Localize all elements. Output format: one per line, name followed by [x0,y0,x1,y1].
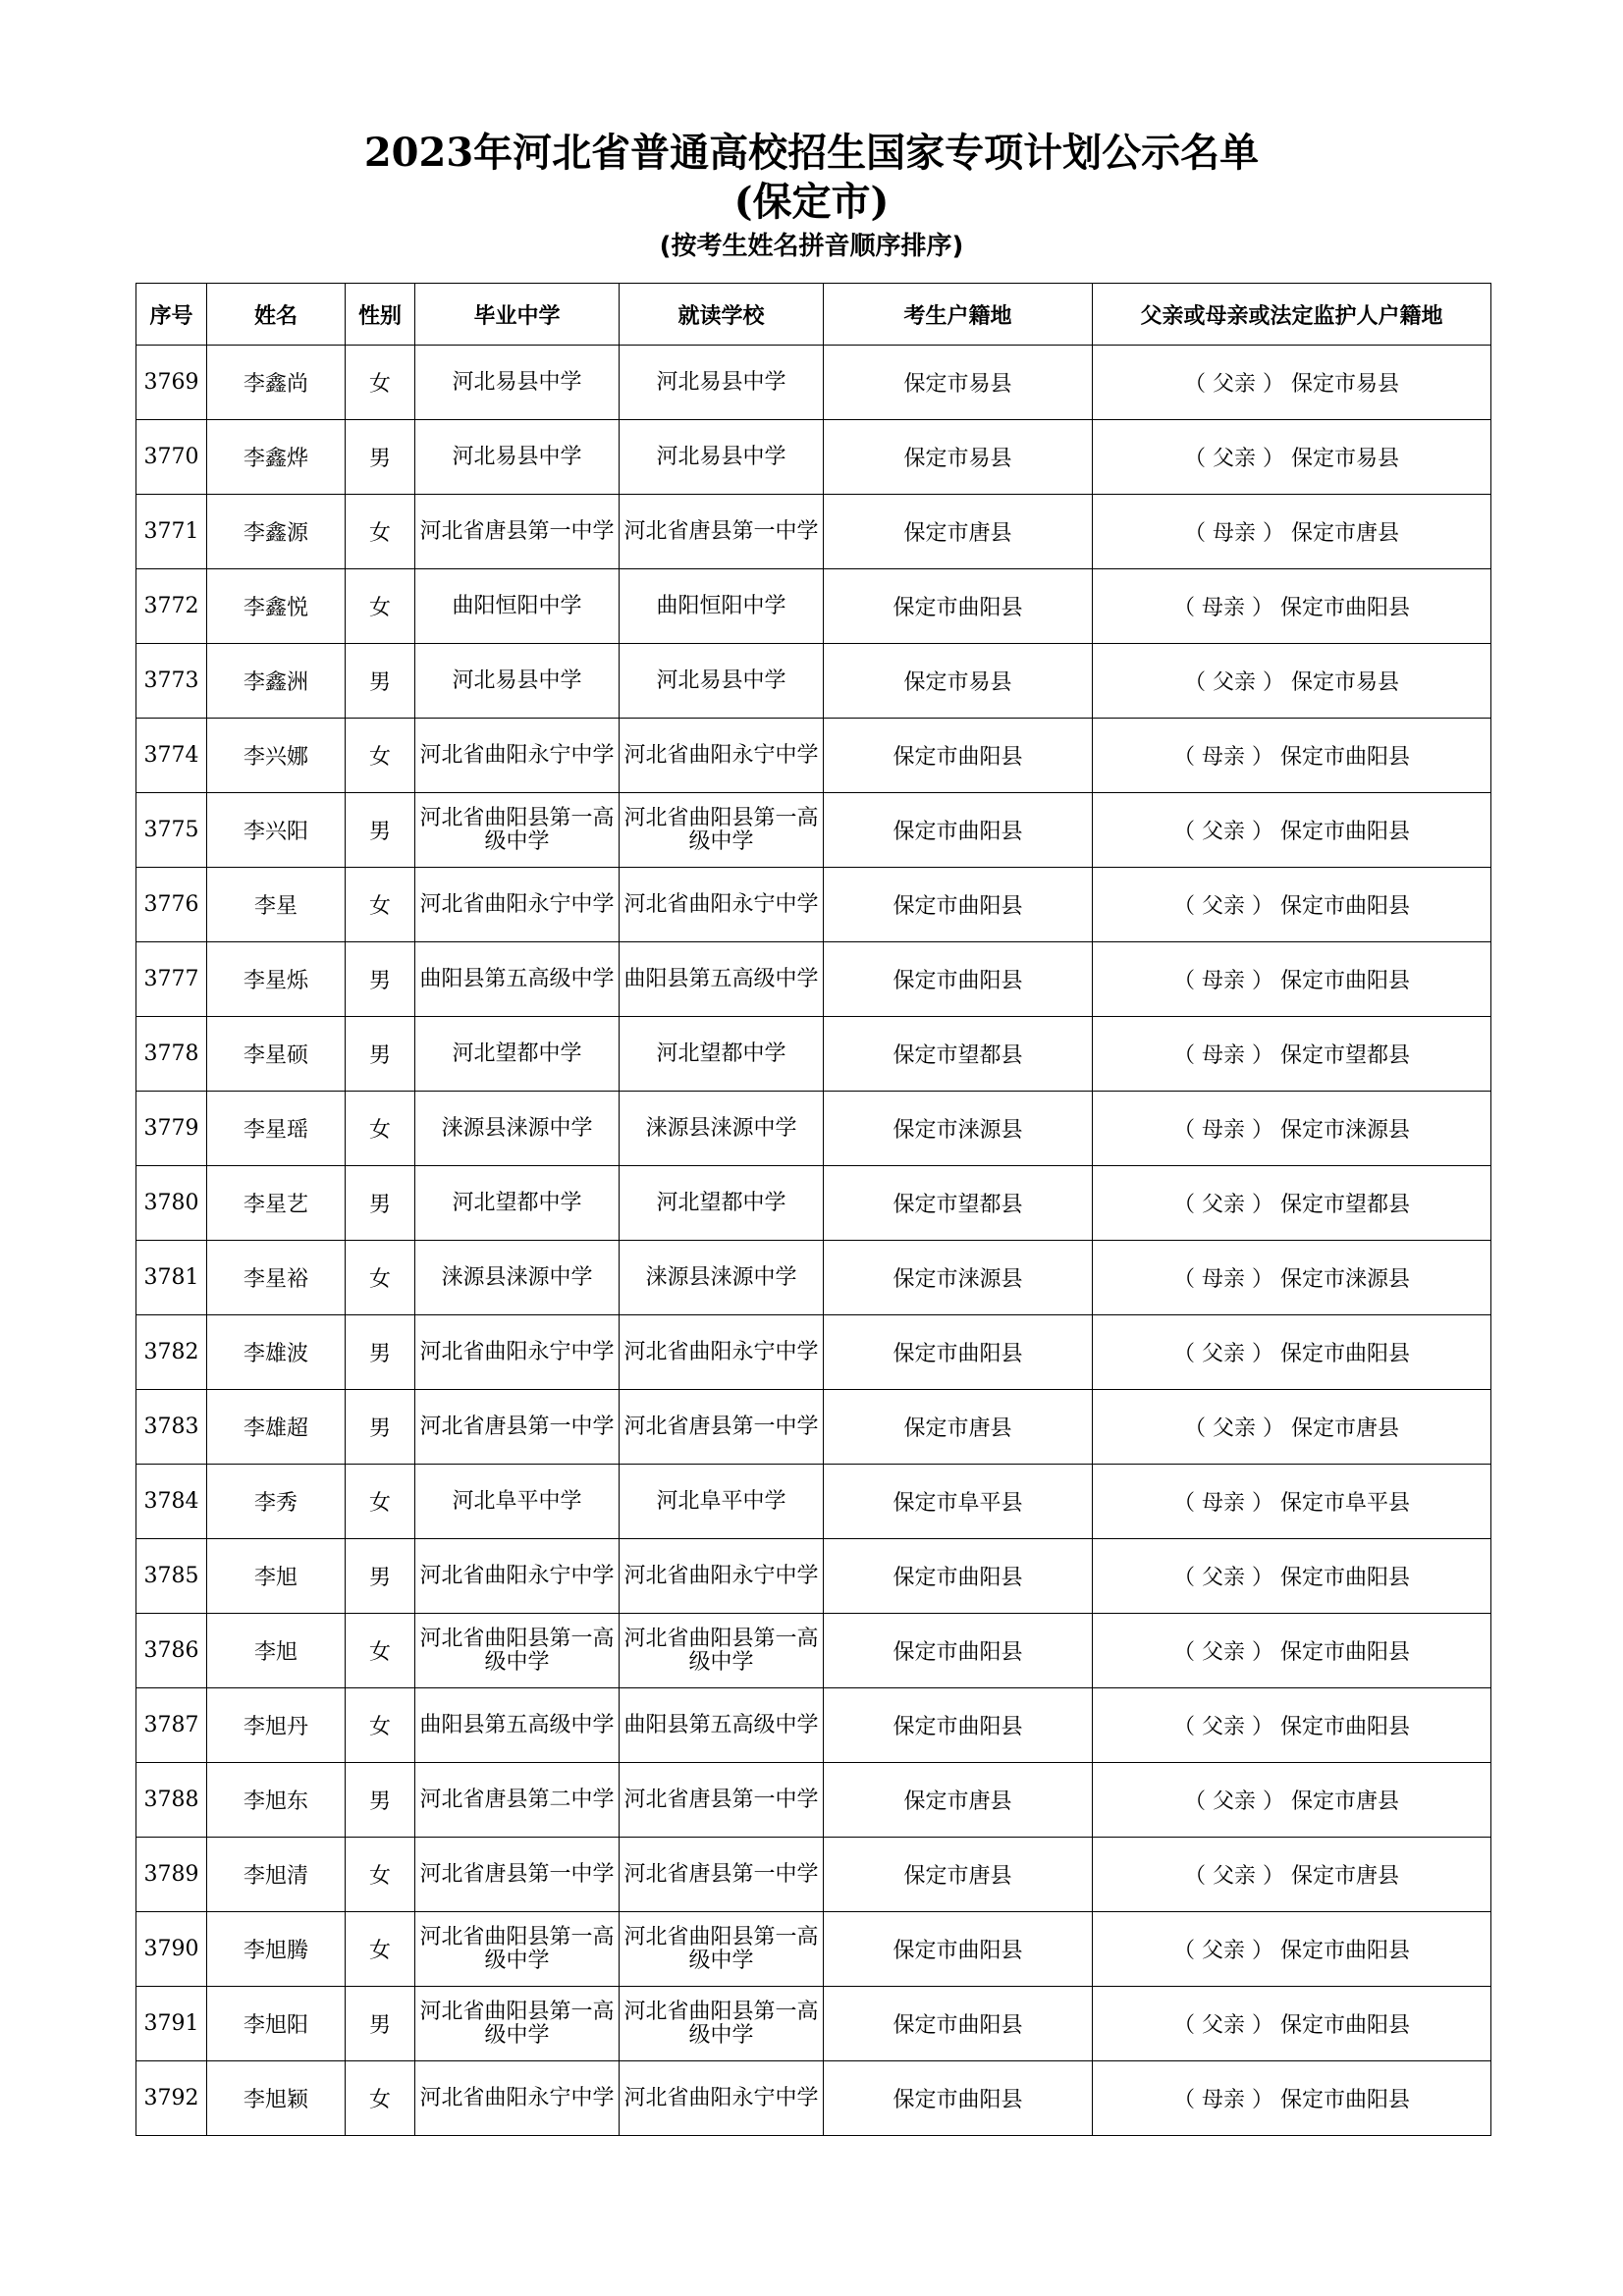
table-row [136,1688,1491,1763]
table-row [136,1166,1491,1241]
cell-guardian-hukou: （ 父亲 ） 保定市曲阳县 [1093,1315,1491,1390]
cell-current-school: 河北望都中学 [620,1017,824,1092]
cell-student-hukou: 保定市曲阳县 [824,942,1093,1017]
cell-graduation-school: 涞源县涞源中学 [415,1241,620,1315]
table-row [136,1315,1491,1390]
cell-name: 李旭腾 [207,1912,346,1987]
cell-student-hukou: 保定市曲阳县 [824,1614,1093,1688]
cell-graduation-school: 河北省唐县第一中学 [415,495,620,569]
cell-current-school: 河北望都中学 [620,1166,824,1241]
document-subtitle: (保定市) [733,179,890,225]
table-row [136,495,1491,569]
cell-current-school: 河北阜平中学 [620,1465,824,1539]
table-row [136,569,1491,644]
cell-seq: 3772 [136,569,207,644]
cell-gender: 男 [346,644,415,719]
sort-note: (按考生姓名拼音顺序排序) [659,232,964,261]
cell-name: 李星艺 [207,1166,346,1241]
cell-student-hukou: 保定市阜平县 [824,1465,1093,1539]
cell-student-hukou: 保定市易县 [824,346,1093,420]
cell-graduation-school: 河北望都中学 [415,1166,620,1241]
cell-seq: 3782 [136,1315,207,1390]
cell-seq: 3769 [136,346,207,420]
table-row [136,1465,1491,1539]
cell-name: 李星瑶 [207,1092,346,1166]
cell-name: 李兴娜 [207,719,346,793]
cell-name: 李旭颖 [207,2061,346,2136]
cell-graduation-school: 河北易县中学 [415,346,620,420]
table-row [136,420,1491,495]
cell-guardian-hukou: （ 母亲 ） 保定市涞源县 [1093,1092,1491,1166]
header-seq: 序号 [136,284,207,346]
cell-name: 李兴阳 [207,793,346,868]
cell-gender: 男 [346,1539,415,1614]
cell-gender: 女 [346,719,415,793]
cell-current-school: 河北省曲阳永宁中学 [620,1315,824,1390]
table-row [136,1241,1491,1315]
cell-name: 李旭 [207,1539,346,1614]
cell-name: 李雄超 [207,1390,346,1465]
cell-name: 李星 [207,868,346,942]
cell-student-hukou: 保定市易县 [824,644,1093,719]
cell-gender: 女 [346,1688,415,1763]
cell-name: 李旭阳 [207,1987,346,2061]
header-gender: 性别 [346,284,415,346]
table-row [136,644,1491,719]
cell-name: 李星硕 [207,1017,346,1092]
cell-guardian-hukou: （ 母亲 ） 保定市涞源县 [1093,1241,1491,1315]
cell-guardian-hukou: （ 父亲 ） 保定市曲阳县 [1093,1539,1491,1614]
cell-seq: 3780 [136,1166,207,1241]
cell-graduation-school: 河北省曲阳县第一高级中学 [415,1987,620,2061]
table-row [136,1539,1491,1614]
cell-gender: 女 [346,1614,415,1688]
table-row [136,346,1491,420]
cell-current-school: 河北省唐县第一中学 [620,1390,824,1465]
cell-graduation-school: 河北望都中学 [415,1017,620,1092]
cell-gender: 男 [346,793,415,868]
cell-graduation-school: 河北阜平中学 [415,1465,620,1539]
cell-current-school: 河北省唐县第一中学 [620,1763,824,1838]
cell-current-school: 河北省曲阳县第一高级中学 [620,1987,824,2061]
table-row [136,868,1491,942]
cell-seq: 3790 [136,1912,207,1987]
cell-gender: 女 [346,1912,415,1987]
cell-graduation-school: 曲阳县第五高级中学 [415,1688,620,1763]
cell-current-school: 涞源县涞源中学 [620,1092,824,1166]
cell-guardian-hukou: （ 父亲 ） 保定市曲阳县 [1093,1987,1491,2061]
cell-name: 李鑫源 [207,495,346,569]
cell-guardian-hukou: （ 父亲 ） 保定市易县 [1093,644,1491,719]
cell-graduation-school: 曲阳县第五高级中学 [415,942,620,1017]
cell-student-hukou: 保定市涞源县 [824,1092,1093,1166]
table-row [136,942,1491,1017]
cell-seq: 3788 [136,1763,207,1838]
cell-graduation-school: 河北省曲阳县第一高级中学 [415,1614,620,1688]
table-row [136,1838,1491,1912]
cell-seq: 3776 [136,868,207,942]
cell-student-hukou: 保定市唐县 [824,1838,1093,1912]
cell-current-school: 曲阳县第五高级中学 [620,1688,824,1763]
table-header-row [136,284,1491,346]
cell-gender: 女 [346,1465,415,1539]
cell-guardian-hukou: （ 父亲 ） 保定市易县 [1093,346,1491,420]
table-row [136,1092,1491,1166]
cell-current-school: 河北易县中学 [620,420,824,495]
cell-name: 李鑫尚 [207,346,346,420]
cell-student-hukou: 保定市曲阳县 [824,868,1093,942]
cell-gender: 男 [346,1390,415,1465]
cell-graduation-school: 河北省唐县第二中学 [415,1763,620,1838]
cell-gender: 女 [346,569,415,644]
cell-graduation-school: 河北省唐县第一中学 [415,1838,620,1912]
cell-gender: 男 [346,420,415,495]
cell-graduation-school: 河北省唐县第一中学 [415,1390,620,1465]
cell-current-school: 河北省曲阳县第一高级中学 [620,1614,824,1688]
cell-seq: 3773 [136,644,207,719]
cell-graduation-school: 曲阳恒阳中学 [415,569,620,644]
cell-seq: 3789 [136,1838,207,1912]
cell-seq: 3778 [136,1017,207,1092]
cell-name: 李星烁 [207,942,346,1017]
cell-current-school: 河北省唐县第一中学 [620,1838,824,1912]
cell-guardian-hukou: （ 母亲 ） 保定市曲阳县 [1093,569,1491,644]
cell-guardian-hukou: （ 父亲 ） 保定市曲阳县 [1093,1614,1491,1688]
cell-gender: 女 [346,868,415,942]
cell-gender: 女 [346,1838,415,1912]
cell-gender: 女 [346,1092,415,1166]
cell-seq: 3775 [136,793,207,868]
cell-name: 李旭东 [207,1763,346,1838]
cell-current-school: 涞源县涞源中学 [620,1241,824,1315]
cell-graduation-school: 河北易县中学 [415,420,620,495]
cell-guardian-hukou: （ 父亲 ） 保定市易县 [1093,420,1491,495]
cell-seq: 3791 [136,1987,207,2061]
cell-guardian-hukou: （ 母亲 ） 保定市阜平县 [1093,1465,1491,1539]
cell-student-hukou: 保定市曲阳县 [824,793,1093,868]
cell-seq: 3787 [136,1688,207,1763]
cell-seq: 3781 [136,1241,207,1315]
table-row [136,719,1491,793]
cell-seq: 3771 [136,495,207,569]
cell-graduation-school: 河北易县中学 [415,644,620,719]
cell-gender: 女 [346,495,415,569]
cell-student-hukou: 保定市涞源县 [824,1241,1093,1315]
header-name: 姓名 [207,284,346,346]
cell-gender: 男 [346,1315,415,1390]
header-guardian-hukou: 父亲或母亲或法定监护人户籍地 [1093,284,1491,346]
cell-gender: 男 [346,942,415,1017]
table-row [136,1912,1491,1987]
cell-graduation-school: 河北省曲阳县第一高级中学 [415,1912,620,1987]
cell-student-hukou: 保定市曲阳县 [824,1688,1093,1763]
cell-gender: 女 [346,2061,415,2136]
cell-guardian-hukou: （ 父亲 ） 保定市曲阳县 [1093,868,1491,942]
cell-current-school: 河北省唐县第一中学 [620,495,824,569]
header-current-school: 就读学校 [620,284,824,346]
cell-gender: 男 [346,1987,415,2061]
cell-guardian-hukou: （ 母亲 ） 保定市曲阳县 [1093,942,1491,1017]
cell-guardian-hukou: （ 父亲 ） 保定市唐县 [1093,1763,1491,1838]
cell-gender: 男 [346,1166,415,1241]
cell-student-hukou: 保定市曲阳县 [824,2061,1093,2136]
cell-student-hukou: 保定市望都县 [824,1017,1093,1092]
cell-seq: 3783 [136,1390,207,1465]
cell-graduation-school: 河北省曲阳永宁中学 [415,1539,620,1614]
cell-name: 李鑫烨 [207,420,346,495]
cell-gender: 男 [346,1763,415,1838]
cell-seq: 3784 [136,1465,207,1539]
table-row [136,1987,1491,2061]
cell-guardian-hukou: （ 父亲 ） 保定市唐县 [1093,1838,1491,1912]
cell-name: 李雄波 [207,1315,346,1390]
cell-current-school: 河北省曲阳永宁中学 [620,868,824,942]
cell-gender: 男 [346,1017,415,1092]
cell-current-school: 河北省曲阳永宁中学 [620,719,824,793]
cell-student-hukou: 保定市曲阳县 [824,1539,1093,1614]
cell-student-hukou: 保定市唐县 [824,1390,1093,1465]
table-row [136,1390,1491,1465]
header-graduation-school: 毕业中学 [415,284,620,346]
cell-name: 李鑫洲 [207,644,346,719]
cell-student-hukou: 保定市唐县 [824,1763,1093,1838]
cell-name: 李星裕 [207,1241,346,1315]
cell-guardian-hukou: （ 父亲 ） 保定市望都县 [1093,1166,1491,1241]
roster-table [135,283,1491,2136]
cell-student-hukou: 保定市曲阳县 [824,1987,1093,2061]
cell-name: 李鑫悦 [207,569,346,644]
cell-guardian-hukou: （ 母亲 ） 保定市望都县 [1093,1017,1491,1092]
cell-graduation-school: 河北省曲阳永宁中学 [415,868,620,942]
cell-guardian-hukou: （ 父亲 ） 保定市曲阳县 [1093,1912,1491,1987]
cell-graduation-school: 河北省曲阳永宁中学 [415,1315,620,1390]
cell-current-school: 河北省曲阳永宁中学 [620,1539,824,1614]
cell-guardian-hukou: （ 父亲 ） 保定市唐县 [1093,1390,1491,1465]
cell-name: 李旭 [207,1614,346,1688]
cell-seq: 3777 [136,942,207,1017]
cell-name: 李秀 [207,1465,346,1539]
cell-graduation-school: 河北省曲阳县第一高级中学 [415,793,620,868]
cell-graduation-school: 河北省曲阳永宁中学 [415,719,620,793]
table-row [136,2061,1491,2136]
cell-name: 李旭丹 [207,1688,346,1763]
document-title: 2023年河北省普通高校招生国家专项计划公示名单 [363,130,1260,176]
cell-seq: 3774 [136,719,207,793]
cell-student-hukou: 保定市曲阳县 [824,1912,1093,1987]
cell-student-hukou: 保定市唐县 [824,495,1093,569]
cell-current-school: 河北省曲阳县第一高级中学 [620,1912,824,1987]
cell-student-hukou: 保定市易县 [824,420,1093,495]
table-row [136,1763,1491,1838]
cell-current-school: 河北省曲阳县第一高级中学 [620,793,824,868]
cell-guardian-hukou: （ 母亲 ） 保定市曲阳县 [1093,2061,1491,2136]
cell-student-hukou: 保定市曲阳县 [824,1315,1093,1390]
cell-seq: 3770 [136,420,207,495]
cell-seq: 3792 [136,2061,207,2136]
cell-graduation-school: 涞源县涞源中学 [415,1092,620,1166]
cell-gender: 女 [346,346,415,420]
cell-current-school: 曲阳县第五高级中学 [620,942,824,1017]
table-row [136,1017,1491,1092]
header-student-hukou: 考生户籍地 [824,284,1093,346]
cell-current-school: 曲阳恒阳中学 [620,569,824,644]
cell-name: 李旭清 [207,1838,346,1912]
table-row [136,793,1491,868]
cell-current-school: 河北易县中学 [620,644,824,719]
cell-seq: 3785 [136,1539,207,1614]
cell-guardian-hukou: （ 父亲 ） 保定市曲阳县 [1093,1688,1491,1763]
cell-guardian-hukou: （ 母亲 ） 保定市唐县 [1093,495,1491,569]
cell-current-school: 河北省曲阳永宁中学 [620,2061,824,2136]
cell-seq: 3779 [136,1092,207,1166]
cell-guardian-hukou: （ 母亲 ） 保定市曲阳县 [1093,719,1491,793]
cell-graduation-school: 河北省曲阳永宁中学 [415,2061,620,2136]
cell-student-hukou: 保定市望都县 [824,1166,1093,1241]
cell-student-hukou: 保定市曲阳县 [824,569,1093,644]
cell-gender: 女 [346,1241,415,1315]
table-row [136,1614,1491,1688]
cell-guardian-hukou: （ 父亲 ） 保定市曲阳县 [1093,793,1491,868]
table-body [136,346,1491,2136]
cell-seq: 3786 [136,1614,207,1688]
cell-current-school: 河北易县中学 [620,346,824,420]
cell-student-hukou: 保定市曲阳县 [824,719,1093,793]
